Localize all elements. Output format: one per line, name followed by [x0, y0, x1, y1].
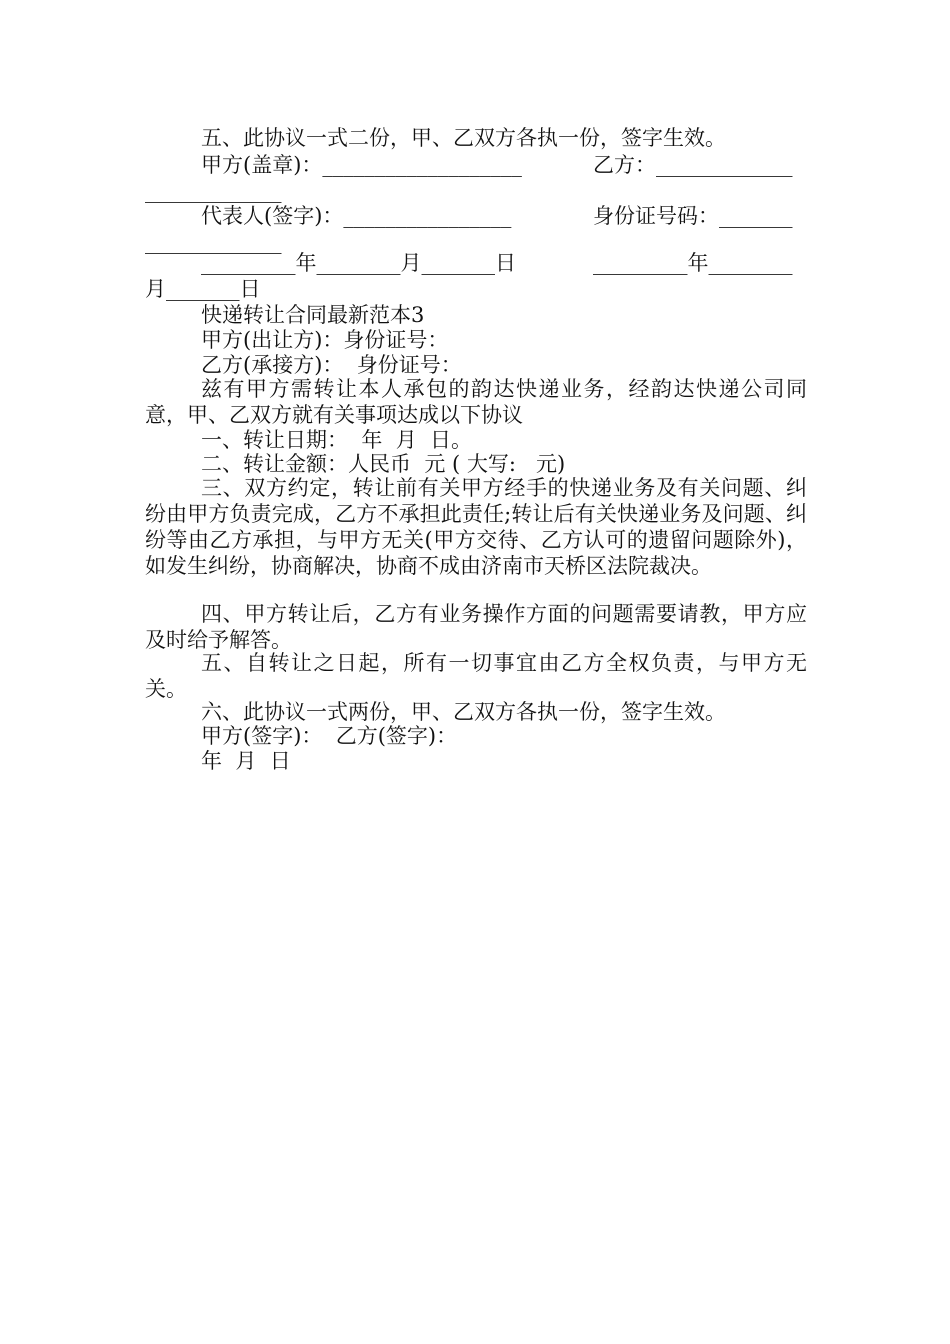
party-b-field-continued: _____________ [145, 179, 282, 203]
clause-six: 六、此协议一式两份，甲、乙双方各执一份，签字生效。 [201, 700, 726, 724]
clause-four-paragraph [145, 601, 807, 653]
clause-five-paragraph [145, 650, 807, 702]
representative-sign-field: 代表人(签字)：________________ [201, 204, 512, 228]
clause-five-text: 五、自转让之日起，所有一切事宜由乙方全权负责，与甲方无关。 [145, 651, 807, 701]
party-a-line: 甲方(出让方)：身份证号： [201, 328, 449, 352]
id-number-field: 身份证号码：_______ [593, 204, 793, 228]
contract-title: 快递转让合同最新范本3 [201, 303, 425, 327]
clause-four-text: 四、甲方转让后，乙方有业务操作方面的问题需要请教，甲方应及时给予解答。 [145, 602, 807, 652]
preamble-text: 兹有甲方需转让本人承包的韵达快递业务，经韵达快递公司同意，甲、乙双方就有关事项达成以下协议 [145, 377, 807, 427]
date-field-b-continued: 月_______日 [145, 277, 261, 301]
sig-clause-five: 五、此协议一式二份，甲、乙双方各执一份，签字生效。 [201, 126, 726, 150]
clause-one: 一、转让日期： 年 月 日。 [201, 428, 473, 452]
date-line: 年 月 日 [201, 749, 291, 773]
preamble-paragraph [145, 376, 807, 428]
id-number-field-continued: _____________ [145, 230, 282, 254]
clause-two: 二、转让金额：人民币 元 ( 大写: 元) [201, 452, 566, 476]
signature-line: 甲方(签字)： 乙方(签字)： [201, 724, 458, 748]
date-field-b: _________年________ [593, 251, 793, 275]
party-b-line: 乙方(承接方)： 身份证号： [201, 353, 462, 377]
party-b-field: 乙方：_____________ [593, 153, 793, 177]
party-a-seal-field: 甲方(盖章)：___________________ [201, 153, 522, 177]
clause-three-paragraph [145, 475, 807, 579]
clause-three-text: 三、双方约定，转让前有关甲方经手的快递业务及有关问题、纠纷由甲方负责完成，乙方不承担此责任;转让后有关快递业务及问题、纠纷等由乙方承担，与甲方无关(甲方交待、乙方认可的遗留问题除外)，如发生纠纷，协商解决，协商不成由济南市天桥区法院裁决。 [145, 476, 807, 578]
date-field-a: _________年________月_______日 [201, 251, 516, 275]
